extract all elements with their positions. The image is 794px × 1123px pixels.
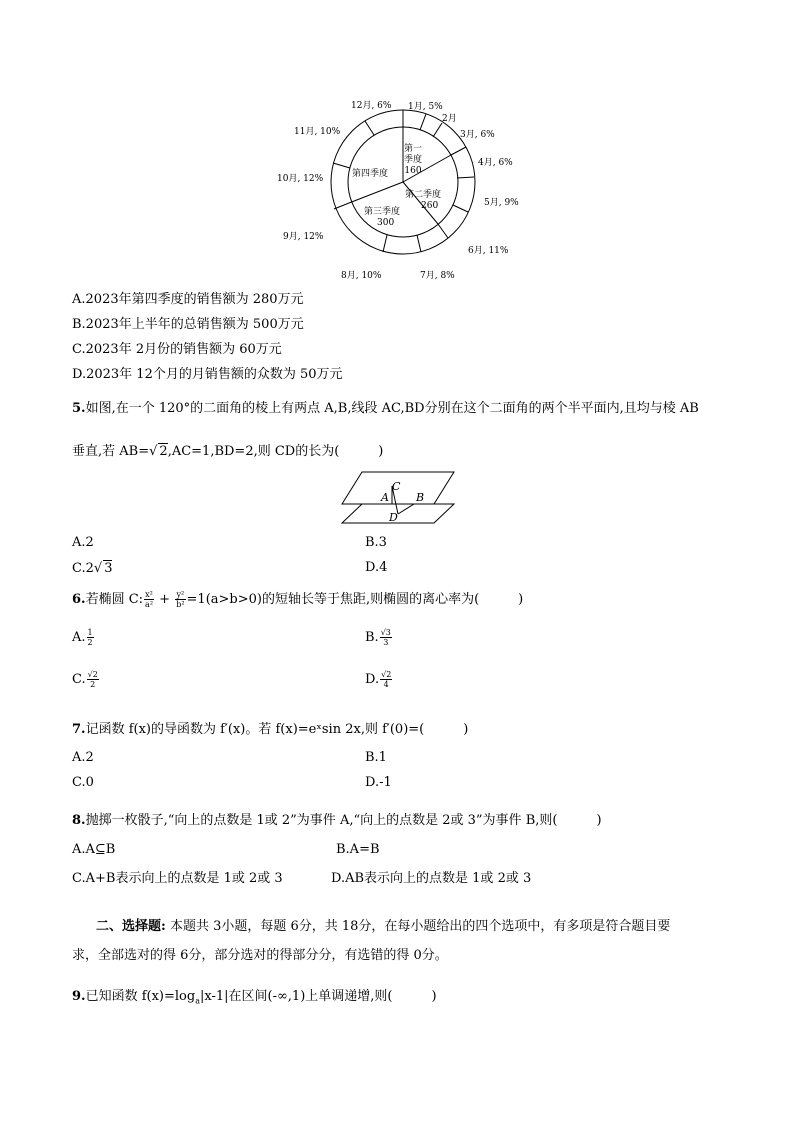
pie-q1-name: 第一季度: [403, 144, 422, 165]
q8-stem: 8.抛掷一枚骰子,“向上的点数是 1或 2”为事件 A,“向上的点数是 2或 3”为事件 B,则( ): [72, 813, 602, 828]
q8-option-b: B.A=B: [336, 842, 380, 857]
q6-stem: 6.若椭圆 C: $\frac{\text{x²}}{\text{a²}}$ + $\frac{\text{y²}}{\text{b²}}$ =1(a>b>0)的短轴长等于焦距,则椭圆的离心率为( ): [72, 590, 524, 609]
pie-q4-name: 第四季度: [352, 169, 389, 179]
q-divider-left: [349, 182, 403, 203]
q5-number: 5.: [72, 401, 86, 416]
q5-line2: 垂直,若 AB=√ 2,AC=1,BD=2,则 CD的长为( ): [72, 444, 384, 459]
section2-line2: 求，全部选对的得 6分，部分选对的得部分分，有选错的得 0分。: [72, 948, 448, 963]
q6-option-b: B. $\frac{√3}{3}$: [365, 628, 391, 647]
q4-option-b: B.2023年上半年的总销售额为 500万元: [72, 317, 304, 332]
q5-text-line2-post: ,AC=1,BD=2,则 CD的长为( ): [167, 444, 384, 459]
pie-q1-label: [402, 144, 424, 177]
fig-label-c: C: [392, 480, 401, 493]
fig-label-d: D: [389, 511, 398, 524]
q8-number: 8.: [72, 813, 86, 828]
month-label-12: 12月, 6%: [351, 101, 392, 111]
month-label-7: 7月, 8%: [420, 271, 455, 281]
q8-option-d: D.AB表示向上的点数是 1或 2或 3: [331, 871, 532, 886]
month-label-3: 3月, 6%: [460, 130, 495, 140]
q8-option-a: A.A⊆B: [72, 842, 116, 857]
q7-option-a: A.2: [72, 750, 94, 765]
month-label-2: 2月: [442, 114, 457, 124]
pie-q3-name: 第三季度: [364, 207, 401, 217]
q5-sqrt2: 2: [159, 444, 168, 459]
pie-q2-name: 第二季度: [405, 190, 442, 200]
section2-line1: 二、选择题: 本题共 3小题，每题 6分，共 18分，在每小题给出的四个选项中，有多项是符合题目要: [96, 919, 671, 934]
q6-option-a: A. $\frac{1}{2}$: [72, 628, 93, 647]
section2-title: 二、选择题:: [96, 919, 166, 934]
q7-stem: 7.记函数 f(x)的导函数为 f′(x)。若 f(x)=eˣsin 2x,则 f′(0)=( ): [72, 722, 469, 737]
q4-option-d: D.2023年 12个月的月销售额的众数为 50万元: [72, 367, 343, 382]
month-label-5: 5月, 9%: [484, 198, 519, 208]
fig-label-a: A: [381, 491, 389, 504]
month-label-10: 10月, 12%: [277, 174, 324, 184]
segment-bd: [398, 504, 414, 514]
q7-option-b: B.1: [365, 750, 387, 765]
q5-option-d: D.4: [365, 560, 388, 575]
month-label-11: 11月, 10%: [294, 127, 341, 137]
q9-number: 9.: [72, 989, 86, 1004]
month-label-1: 1月, 5%: [408, 102, 443, 112]
q5-text-line1: 如图,在一个 120°的二面角的棱上有两点 A,B,线段 AC,BD分别在这个二面角的两个半平面内,且均与棱 AB: [85, 401, 699, 416]
q8-option-c: C.A+B表示向上的点数是 1或 2或 3: [72, 871, 283, 886]
q4-option-c: C.2023年 2月份的销售额为 60万元: [72, 342, 282, 357]
pie-q3-value: 300: [377, 218, 395, 228]
pie-q2-value: 260: [421, 201, 439, 211]
q6-number: 6.: [72, 592, 86, 607]
q6-option-d: D. $\frac{√2}{4}$: [365, 670, 392, 689]
q5-line1: [72, 397, 699, 416]
q4-option-a: A.2023年第四季度的销售额为 280万元: [72, 292, 304, 307]
month-label-4: 4月, 6%: [478, 158, 513, 168]
month-label-8: 8月, 10%: [341, 271, 382, 281]
q7-number: 7.: [72, 722, 86, 737]
q7-option-d: D.-1: [365, 775, 392, 790]
q5-option-c: C.2√ 3: [72, 561, 113, 576]
q9-stem: 9.已知函数 $f(x)=\log_a|x-1|$在区间(-∞,1)上单调递增,则( ): [72, 989, 437, 1006]
q7-option-c: C.0: [72, 775, 94, 790]
q5-text-line2-pre: 垂直,若 AB=: [72, 444, 150, 459]
q5-option-a: A.2: [72, 535, 94, 550]
fig-label-b: B: [416, 491, 425, 504]
pie-q1-value: 160: [404, 166, 422, 176]
q6-option-c: C. $\frac{√2}{2}$: [72, 670, 98, 689]
month-label-6: 6月, 11%: [468, 246, 509, 256]
month-label-9: 9月, 12%: [283, 232, 324, 242]
dihedral-figure: [338, 470, 458, 526]
q5-option-b: B.3: [365, 535, 387, 550]
